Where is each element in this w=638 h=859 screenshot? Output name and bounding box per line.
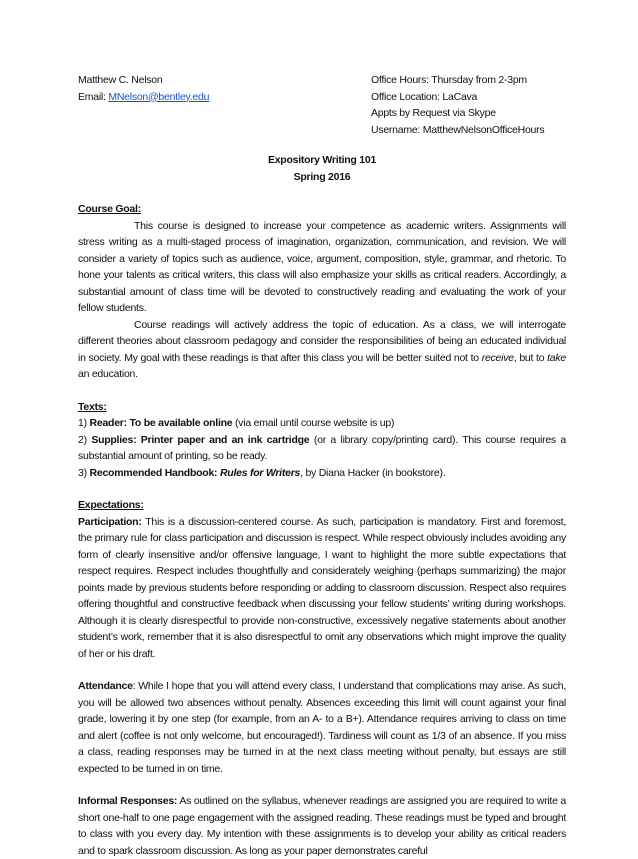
- participation-text: This is a discussion-centered course. As such, participation is mandatory. First and foremost, the primary rule for class participation and discussion is respect. While respect obviously includes avoiding any form of clearly insensitive and/or offensive language, I want to highlight the more subtle expectations that respect requires. Respect includes thoughtfully and considerately weighing (perhaps summarizing) the major points made by previous students before responding or adding to classroom discussion. Respect also requires offering thoughtful and constructive feedback when discussing your fellow students’ writing during workshops. Although it is clearly disrespectful to provide non-constructive, excessively negative statements about another student’s work, remember that it is also disrespectful to omit any observations which might improve the quality of her or his draft.: [78, 515, 566, 660]
- skype-username: Username: MatthewNelsonOfficeHours: [371, 123, 545, 136]
- attendance-label: Attendance: [78, 680, 133, 692]
- instructor-contact: [78, 72, 368, 138]
- email-line: [78, 89, 368, 106]
- p2-text-start: Course readings will actively address the topic of education. As a class, we will interrogate different theories about classroom pedagogy and consider the responsibilities of being an educated individual in society. My goal with these readings is that after this class you will be better suited not to: [78, 318, 566, 364]
- item-number: 3): [78, 466, 90, 479]
- attendance-paragraph: [78, 678, 566, 777]
- texts-item-reader: [78, 415, 566, 432]
- p2-text-end: an education.: [78, 368, 138, 380]
- texts-list: [78, 415, 566, 481]
- course-goal-paragraph-2: [78, 317, 566, 383]
- office-hours: Office Hours: Thursday from 2-3pm: [371, 74, 527, 86]
- email-label: Email:: [78, 90, 109, 103]
- course-name: Expository Writing 101: [267, 154, 377, 166]
- attendance-text: : While I hope that you will attend every class, I understand that complications may arise. As such, you will be allowed two absences without penalty. Absences exceeding this limit will count against your final grade, lowering it by one step (for example, from an A- to a B+). Attendance requires arriving to class on time and alert (coffee is not only welcome, but encouraged!). Tardiness will count as 1/3 of an absence. If you miss a class, reading responses may be turned in at the next class meeting without penalty, but essays are still expected to be turned in on time.: [78, 680, 566, 775]
- texts-item-supplies: [78, 432, 566, 465]
- course-goal-paragraph-1: This course is designed to increase your competence as academic writers. Assignments will stress writing as a multi-staged process of imagination, organization, communication, and revision. We will consider a variety of topics such as audience, voice, argument, composition, style, grammar, and rhetoric. To hone your talents as critical writers, this class will also emphasize your skills as critical readers. Accordingly, a substantial amount of class time will be devoted to constructively reading and evaluating the work of your fellow students.: [78, 219, 566, 314]
- informal-responses-text: As outlined on the syllabus, whenever readings are assigned you are required to write a short one-half to one page engagement with the assigned reading. These readings must be typed and brought to class with you every day. My intention with these assignments is to develop your ability as critical readers and to spark classroom discussion. As long as your paper demonstrates careful: [78, 795, 567, 857]
- expectations-heading: Expectations:: [78, 499, 144, 511]
- item-detail: (or a library copy/printing card). This course requires a substantial amount of printing, so be ready.: [78, 433, 566, 462]
- informal-responses-paragraph: [78, 793, 566, 859]
- item-detail: , by Diana Hacker (in bookstore).: [300, 466, 446, 479]
- office-location: Office Location: LaCava: [371, 90, 478, 103]
- participation-paragraph: [78, 514, 566, 663]
- document-header: [78, 72, 566, 138]
- item-title: Supplies: Printer paper and an ink cartridge: [91, 433, 310, 446]
- informal-responses-label: Informal Responses:: [78, 795, 178, 807]
- texts-heading: Texts:: [78, 400, 107, 413]
- office-info: [371, 72, 566, 138]
- course-goal-heading: Course Goal:: [78, 203, 141, 215]
- email-link[interactable]: MNelson@bentley.edu: [108, 90, 210, 103]
- document-page: [78, 72, 566, 859]
- p2-receive: receive: [481, 351, 514, 364]
- handbook-title: Rules for Writers: [219, 466, 301, 479]
- item-title: Recommended Handbook:: [89, 466, 220, 479]
- texts-item-handbook: [78, 465, 566, 482]
- course-title: [78, 152, 566, 185]
- participation-label: Participation:: [78, 515, 142, 528]
- appointments-note: Appts by Request via Skype: [371, 107, 496, 119]
- item-title: Reader: To be available online: [89, 417, 233, 429]
- instructor-name: Matthew C. Nelson: [78, 74, 163, 86]
- item-number: 2): [78, 433, 92, 446]
- item-detail: (via email until course website is up): [232, 417, 395, 429]
- course-term: Spring 2016: [293, 170, 351, 183]
- p2-text-mid: , but to: [513, 351, 548, 364]
- item-number: 1): [78, 417, 90, 429]
- p2-take: take: [547, 351, 566, 364]
